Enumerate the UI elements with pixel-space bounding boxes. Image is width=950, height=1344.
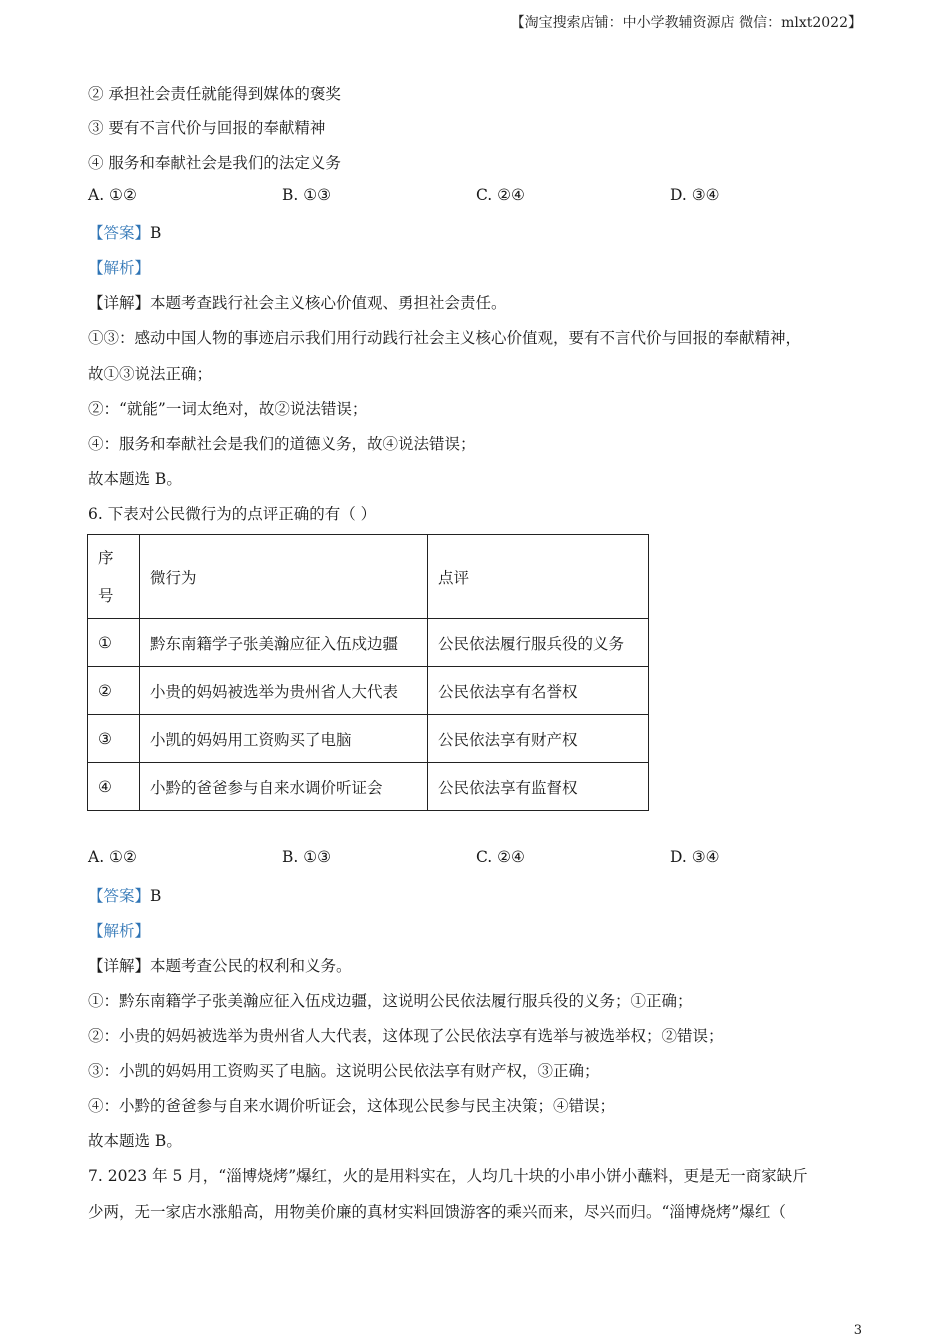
q6-detail-0 <box>88 954 352 976</box>
detail-tag: 【详解】 <box>88 957 151 975</box>
q6-detail-2: ②：小贵的妈妈被选举为贵州省人大代表，这体现了公民依法享有选举与被选举权；②错误； <box>88 1027 724 1045</box>
header-index <box>88 535 140 619</box>
q5-detail-5: 故本题选 B。 <box>88 470 182 488</box>
q6-detail-5: 故本题选 B。 <box>88 1132 182 1150</box>
q6-answer <box>88 884 161 906</box>
q5-detail-0 <box>88 291 507 313</box>
row-comment: 公民依法履行服兵役的义务 <box>428 619 649 667</box>
row-index: ① <box>88 619 140 667</box>
row-index: ④ <box>88 763 140 811</box>
q6-option-c: C. ②④ <box>476 848 525 866</box>
q5-option-d: D. ③④ <box>670 186 720 204</box>
q6-analysis-tag: 【解析】 <box>88 922 151 940</box>
table-header-row <box>88 535 649 619</box>
detail-text: 本题考查公民的权利和义务。 <box>150 957 352 975</box>
q6-stem: 6. 下表对公民微行为的点评正确的有（ ） <box>88 505 377 523</box>
detail-tag: 【详解】 <box>88 294 151 312</box>
q5-detail-3: ②：“就能”一词太绝对，故②说法错误； <box>88 400 368 418</box>
answer-tag: 【答案】 <box>88 224 151 242</box>
row-action: 小凯的妈妈用工资购买了电脑 <box>140 715 428 763</box>
q5-option-b: B. ①③ <box>282 186 332 204</box>
q6-detail-3: ③：小凯的妈妈用工资购买了电脑。这说明公民依法享有财产权，③正确； <box>88 1062 600 1080</box>
table-row <box>88 715 649 763</box>
q5-answer <box>88 221 161 243</box>
header-action: 微行为 <box>140 535 428 619</box>
q6-option-d: D. ③④ <box>670 848 720 866</box>
q5-detail-1: ①③：感动中国人物的事迹启示我们用行动践行社会主义核心价值观，要有不言代价与回报的奉献精神， <box>88 329 802 347</box>
page-header: 【淘宝搜索店铺：中小学教辅资源店 微信：mlxt2022】 <box>510 15 862 31</box>
q5-detail-4: ④：服务和奉献社会是我们的道德义务，故④说法错误； <box>88 435 476 453</box>
q6-detail-1: ①：黔东南籍学子张美瀚应征入伍戍边疆，这说明公民依法履行服兵役的义务；①正确； <box>88 992 693 1010</box>
q6-option-b: B. ①③ <box>282 848 332 866</box>
q5-option-c: C. ②④ <box>476 186 525 204</box>
q5-detail-2: 故①③说法正确； <box>88 365 213 383</box>
row-action: 黔东南籍学子张美瀚应征入伍戍边疆 <box>140 619 428 667</box>
micro-behavior-table <box>87 534 649 811</box>
table-row <box>88 619 649 667</box>
detail-text: 本题考查践行社会主义核心价值观、勇担社会责任。 <box>150 294 507 312</box>
q5-analysis-tag: 【解析】 <box>88 259 151 277</box>
row-comment: 公民依法享有监督权 <box>428 763 649 811</box>
q7-line-2: 少两，无一家店水涨船高，用物美价廉的真材实料回馈游客的乘兴而来，尽兴而归。“淄博烧烤”爆红（ <box>88 1203 786 1221</box>
q5-statement-4: ④ 服务和奉献社会是我们的法定义务 <box>88 154 341 172</box>
row-comment: 公民依法享有名誉权 <box>428 667 649 715</box>
row-action: 小黔的爸爸参与自来水调价听证会 <box>140 763 428 811</box>
row-index: ② <box>88 667 140 715</box>
page-number: 3 <box>853 1323 862 1338</box>
row-index: ③ <box>88 715 140 763</box>
answer-value: B <box>150 224 162 242</box>
q6-option-a: A. ①② <box>88 848 137 866</box>
answer-value: B <box>150 887 162 905</box>
header-index-char-2: 号 <box>98 586 114 605</box>
q5-option-a: A. ①② <box>88 186 137 204</box>
header-comment: 点评 <box>428 535 649 619</box>
header-index-char-1: 序 <box>98 548 114 567</box>
q7-line-1: 7. 2023 年 5 月，“淄博烧烤”爆红，火的是用料实在，人均几十块的小串小饼小蘸料，更是无一商家缺斤 <box>88 1167 808 1185</box>
q5-statement-3: ③ 要有不言代价与回报的奉献精神 <box>88 119 326 137</box>
q6-detail-4: ④：小黔的爸爸参与自来水调价听证会，这体现公民参与民主决策；④错误； <box>88 1097 616 1115</box>
table-row <box>88 667 649 715</box>
answer-tag: 【答案】 <box>88 887 151 905</box>
row-action: 小贵的妈妈被选举为贵州省人大代表 <box>140 667 428 715</box>
row-comment: 公民依法享有财产权 <box>428 715 649 763</box>
table-row <box>88 763 649 811</box>
q5-statement-2: ② 承担社会责任就能得到媒体的褒奖 <box>88 85 341 103</box>
